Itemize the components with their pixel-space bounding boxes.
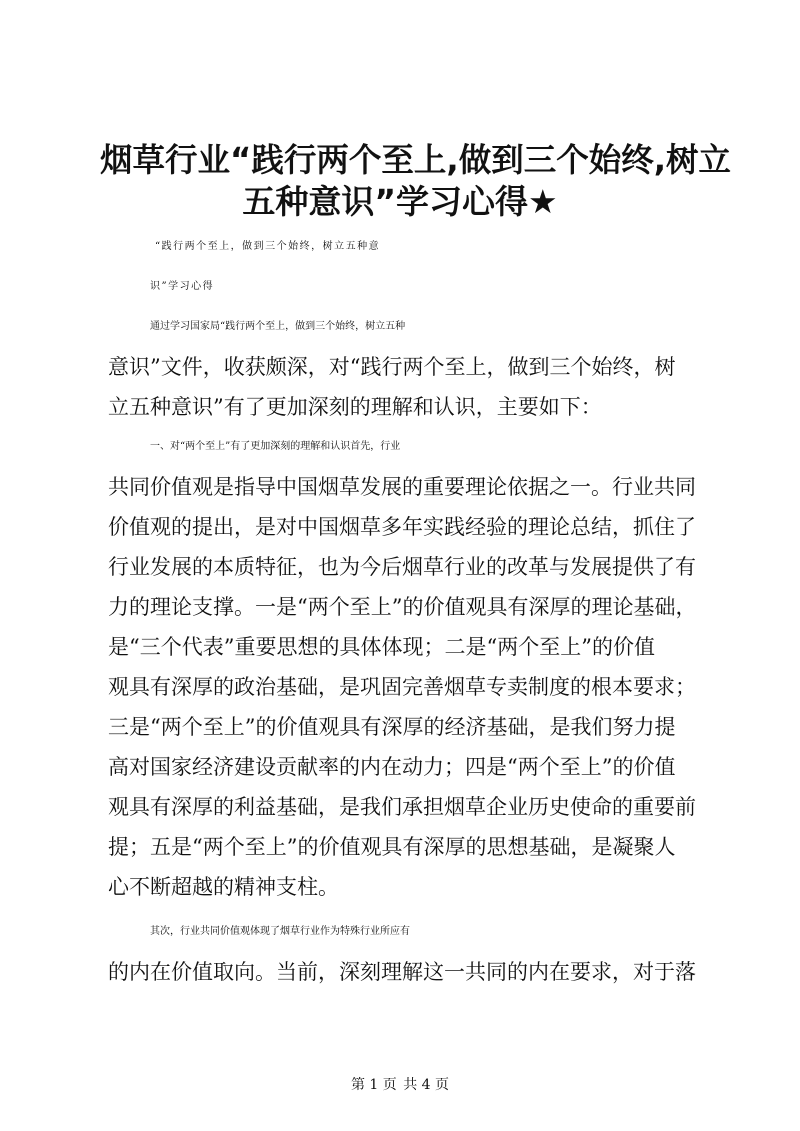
paragraph-2-line-11: 提；五是“两个至上”的价值观具有深厚的思想基础，是凝聚人 xyxy=(108,835,676,859)
document-title-line-2: 五种意识”学习心得★ xyxy=(242,182,558,221)
paragraph-2-line-7: 观具有深厚的政治基础，是巩固完善烟草专卖制度的根本要求； xyxy=(108,675,696,699)
paragraph-2-line-4: 行业发展的本质特征，也为今后烟草行业的改革与发展提供了有 xyxy=(108,555,696,579)
paragraph-1-line-3: 立五种意识”有了更加深刻的理解和认识，主要如下： xyxy=(108,395,602,419)
paragraph-2-line-6: 是“三个代表”重要思想的具体体现；二是“两个至上”的价值 xyxy=(108,635,655,659)
paragraph-2-line-8: 三是“两个至上”的价值观具有深厚的经济基础，是我们努力提 xyxy=(108,715,676,739)
document-title-line-1: 烟草行业“践行两个至上,做到三个始终,树立 xyxy=(100,141,732,179)
paragraph-2-line-1: 一、对“两个至上”有了更加深刻的理解和认识首先，行业 xyxy=(150,441,401,452)
paragraph-2-line-5: 力的理论支撑。一是“两个至上”的价值观具有深厚的理论基础， xyxy=(108,595,697,619)
page-number: 第 1 页 xyxy=(350,1077,397,1093)
paragraph-1-line-1: 通过学习国家局“践行两个至上，做到三个始终，树立五种 xyxy=(150,321,406,332)
subtitle-line-2: 识”学习心得 xyxy=(150,281,215,292)
subtitle-line-1: “践行两个至上，做到三个始终，树立五种意 xyxy=(155,241,381,252)
paragraph-2-line-10: 观具有深厚的利益基础，是我们承担烟草企业历史使命的重要前 xyxy=(108,795,696,819)
paragraph-3-line-2: 的内在价值取向。当前，深刻理解这一共同的内在要求，对于落 xyxy=(108,960,696,984)
paragraph-2-line-9: 高对国家经济建设贡献率的内在动力；四是“两个至上”的价值 xyxy=(108,755,676,779)
paragraph-1-line-2: 意识”文件，收获颇深，对“践行两个至上，做到三个始终，树 xyxy=(108,355,676,379)
paragraph-2-line-12: 心不断超越的精神支柱。 xyxy=(108,875,339,899)
paragraph-2-line-3: 价值观的提出，是对中国烟草多年实践经验的理论总结，抓住了 xyxy=(108,515,696,539)
page-total: 共 4 页 xyxy=(403,1077,450,1093)
paragraph-3-line-1: 其次，行业共同价值观体现了烟草行业作为特殊行业所应有 xyxy=(150,926,410,937)
page-footer xyxy=(0,1075,800,1095)
paragraph-2-line-2: 共同价值观是指导中国烟草发展的重要理论依据之一。行业共同 xyxy=(108,475,696,499)
